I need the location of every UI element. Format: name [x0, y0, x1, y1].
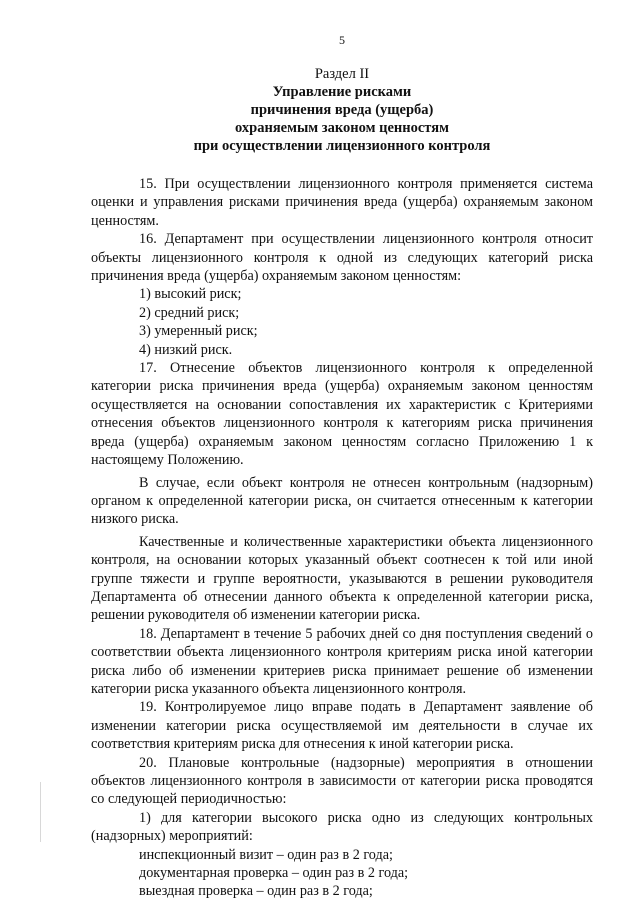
high-risk-measure: документарная проверка – один раз в 2 года; [139, 865, 409, 882]
section-title-line: при осуществлении лицензионного контроля [193, 138, 491, 154]
section-title-line: причинения вреда (ущерба) [250, 102, 434, 118]
risk-list-item: 2) средний риск; [139, 304, 240, 321]
risk-list-item: 1) высокий риск; [139, 286, 242, 303]
section-label: Раздел II [314, 66, 370, 82]
high-risk-measure: инспекционный визит – один раз в 2 года; [139, 846, 393, 863]
paragraph-15: 15. При осуществлении лицензионного контроля применяется система оценки и управления рисками причинения вреда (ущерба) охраняемым законом ценностям. [91, 176, 593, 229]
paragraph-17: 17. Отнесение объектов лицензионного контроля к определенной категории риска причинения вреда (ущерба) охраняемым законом ценностям осуществляется на основании сопоставления их характеристик с Критериями отнесения объектов лицензионного контроля к категориям риска причинения вреда (ущерба) охраняемым законом ценностям согласно Приложению 1 к настоящему Положению. [91, 360, 593, 469]
risk-list-item: 3) умеренный риск; [139, 323, 258, 340]
section-heading [91, 65, 593, 155]
paragraph-20-item-1: 1) для категории высокого риска одно из следующих контрольных (надзорных) мероприятий: [91, 809, 593, 845]
paragraph-20: 20. Плановые контрольные (надзорные) мероприятия в отношении объектов лицензионного контроля в зависимости от категории риска проводятся со следующей периодичностью: [91, 754, 593, 808]
risk-list-item: 4) низкий риск. [139, 341, 233, 358]
paragraph-characteristics: Качественные и количественные характеристики объекта лицензионного контроля, на основании которых указанный объект соотнесен к той или иной группе тяжести и группе вероятности, указываются в решении руководителя Департамента об отнесении данного объекта к определенной категории риска, решении руководителя об изменении категории риска. [91, 533, 593, 624]
page-number: 5 [339, 33, 345, 47]
section-title-line: охраняемым законом ценностям [235, 120, 449, 136]
document-body [91, 175, 593, 901]
paragraph-unassigned-risk: В случае, если объект контроля не отнесен контрольным (надзорным) органом к определенной категории риска, он считается отнесенным к категории низкого риска. [91, 474, 593, 528]
section-title-line: Управление рисками [272, 84, 412, 100]
scan-margin-mark [40, 782, 41, 842]
paragraph-16: 16. Департамент при осуществлении лицензионного контроля относит объекты лицензионного контроля к одной из следующих категорий риска причинения вреда (ущерба) охраняемым законом ценностям: [91, 231, 593, 285]
paragraph-18: 18. Департамент в течение 5 рабочих дней со дня поступления сведений о соответствии объекта лицензионного контроля критериям риска иной категории риска либо об изменении критериев риска принимает решение об изменении категории риска указанного объекта лицензионного контроля. [91, 625, 593, 697]
paragraph-19: 19. Контролируемое лицо вправе подать в Департамент заявление об изменении категории риска осуществляемой им деятельности в случае их соответствия критериям риска для отнесения к иной категории риска. [91, 699, 593, 753]
high-risk-measure: выездная проверка – один раз в 2 года; [139, 883, 373, 900]
